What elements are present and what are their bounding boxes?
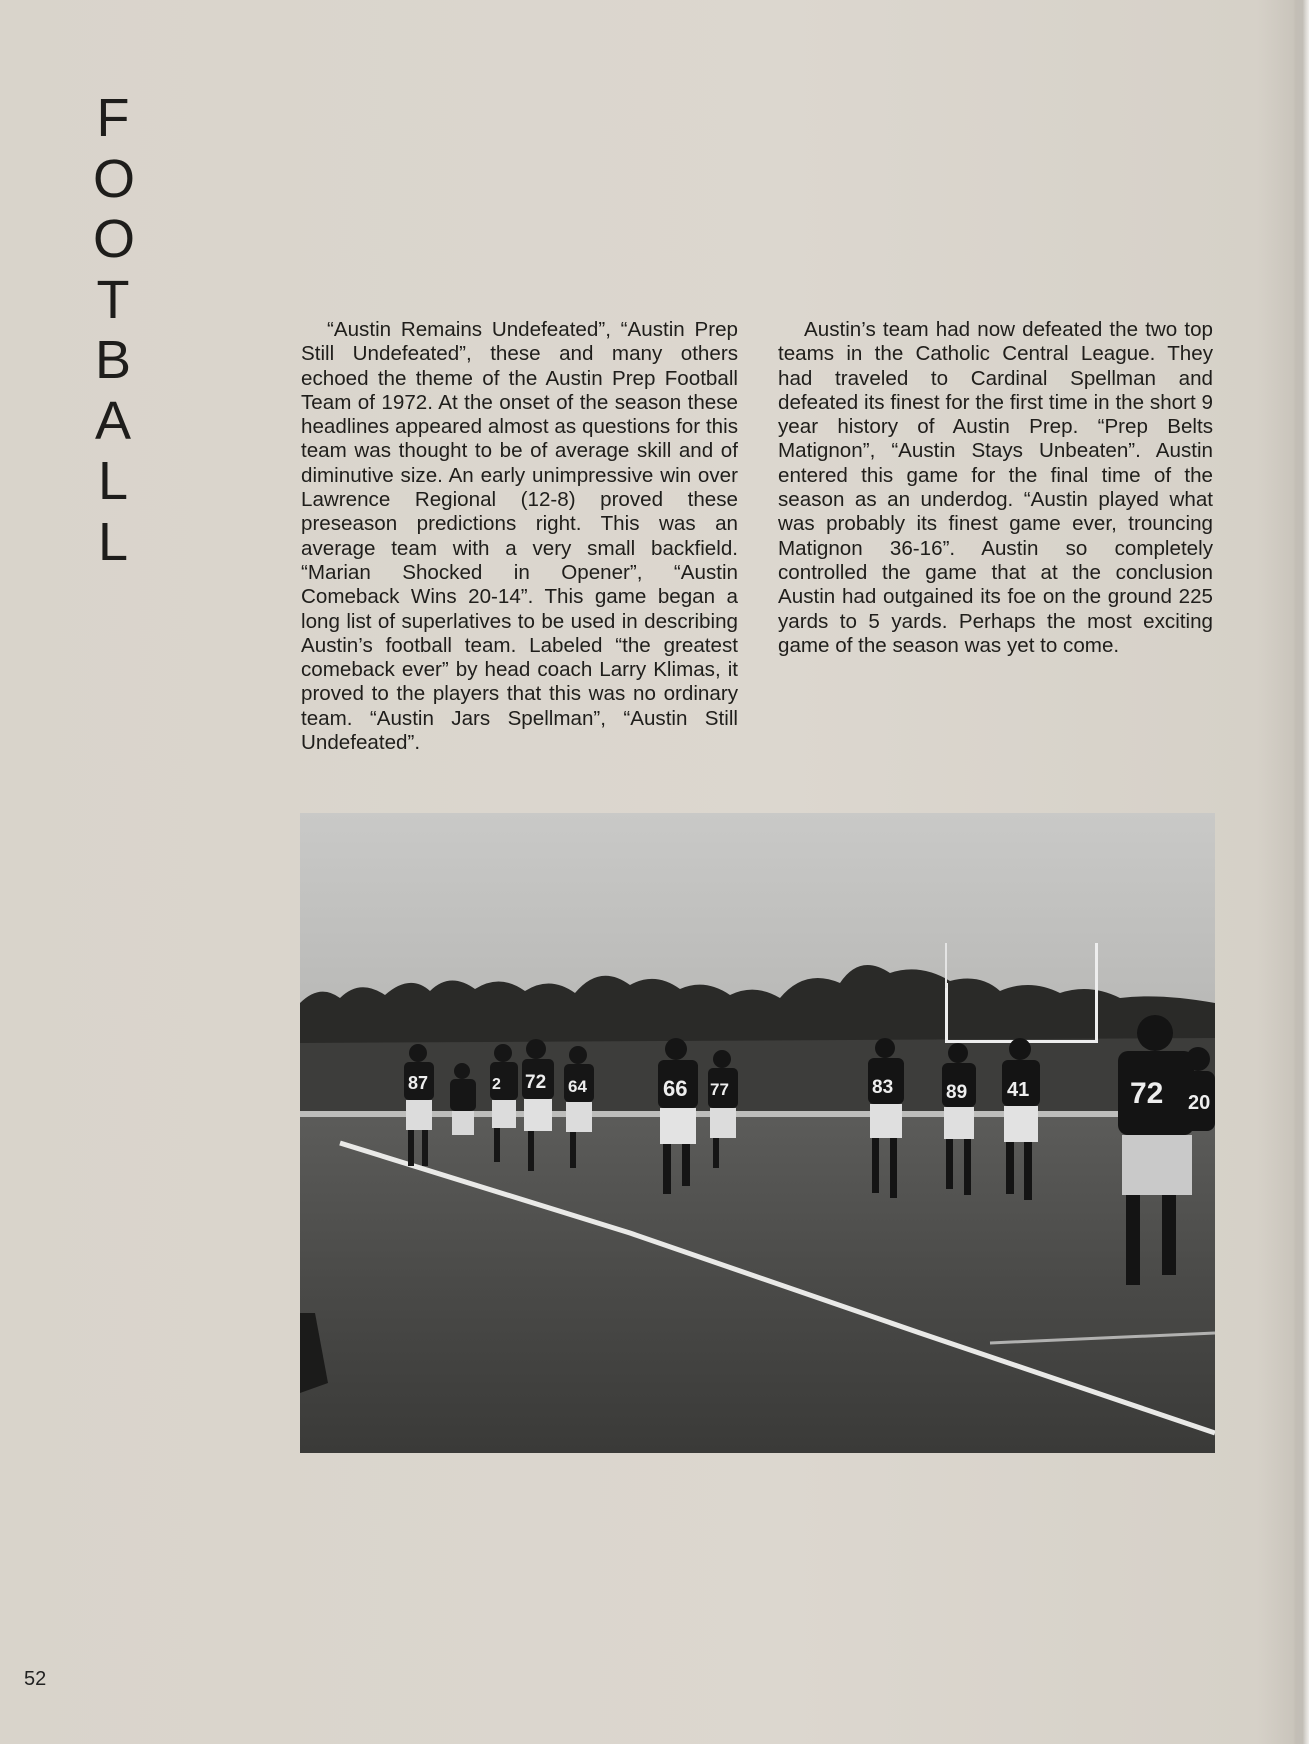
- jersey-number: 72: [1130, 1077, 1164, 1110]
- jersey-number: 77: [710, 1080, 729, 1099]
- title-letter: O: [93, 148, 136, 209]
- jersey-number: 20: [1188, 1092, 1211, 1114]
- section-title-football: [93, 88, 136, 572]
- page-edge-shadow: [1293, 0, 1309, 1744]
- title-letter: O: [93, 209, 136, 269]
- jersey-number: 2: [492, 1076, 501, 1093]
- jersey-number: 87: [408, 1073, 429, 1093]
- page-number: 52: [24, 1668, 47, 1690]
- title-letter: F: [96, 88, 130, 148]
- article-paragraph: “Austin Remains Undefeated”, “Austin Prep Still Undefeated”, these and many others echoed the theme of the Austin Prep Football Team of 1972. At the onset of the season these headlines appeared almost as questions for this team was thought to be of average skill and of diminutive size. An early unimpressive win over Lawrence Regional (12-8) proved these preseason predictions right. This was an average team with a very small backfield. “Marian Shocked in Opener”, “Austin Comeback Wins 20-14”. This game began a long list of superlatives to be used in describing Austin’s football team. Labeled “the greatest comeback ever” by head coach Larry Klimas, it proved to the players that this was no ordinary team. “Austin Jars Spellman”, “Austin Still Undefeated”.: [301, 318, 738, 755]
- article-column-left: [301, 318, 738, 755]
- jersey-number: 83: [872, 1077, 894, 1098]
- photo-illustration: [300, 813, 1215, 1453]
- jersey-number: 66: [663, 1076, 688, 1101]
- jersey-number: 41: [1007, 1079, 1030, 1101]
- football-team-photo: [300, 813, 1215, 1453]
- title-letter: L: [97, 511, 129, 572]
- jersey-number: 72: [525, 1072, 547, 1093]
- article-paragraph: Austin’s team had now defeated the two top teams in the Catholic Central League. They had traveled to Cardinal Spellman and defeated its finest for the first time in the short 9 year history of Austin Prep. “Prep Belts Matignon”, “Austin Stays Unbeaten”. Austin entered this game for the final time of the season as an underdog. “Austin played what was probably its finest game ever, trouncing Matignon 36-16”. Austin so completely controlled the game that at the conclusion Austin had outgained its foe on the ground 225 yards to 5 yards. Perhaps the most exciting game of the season was yet to come.: [778, 318, 1213, 657]
- title-letter: T: [96, 269, 130, 330]
- title-letter: B: [94, 330, 132, 390]
- jersey-number: 64: [568, 1077, 587, 1096]
- title-letter: L: [97, 451, 129, 511]
- article-column-right: [778, 318, 1213, 658]
- title-letter: A: [94, 390, 132, 451]
- jersey-number: 89: [946, 1082, 968, 1103]
